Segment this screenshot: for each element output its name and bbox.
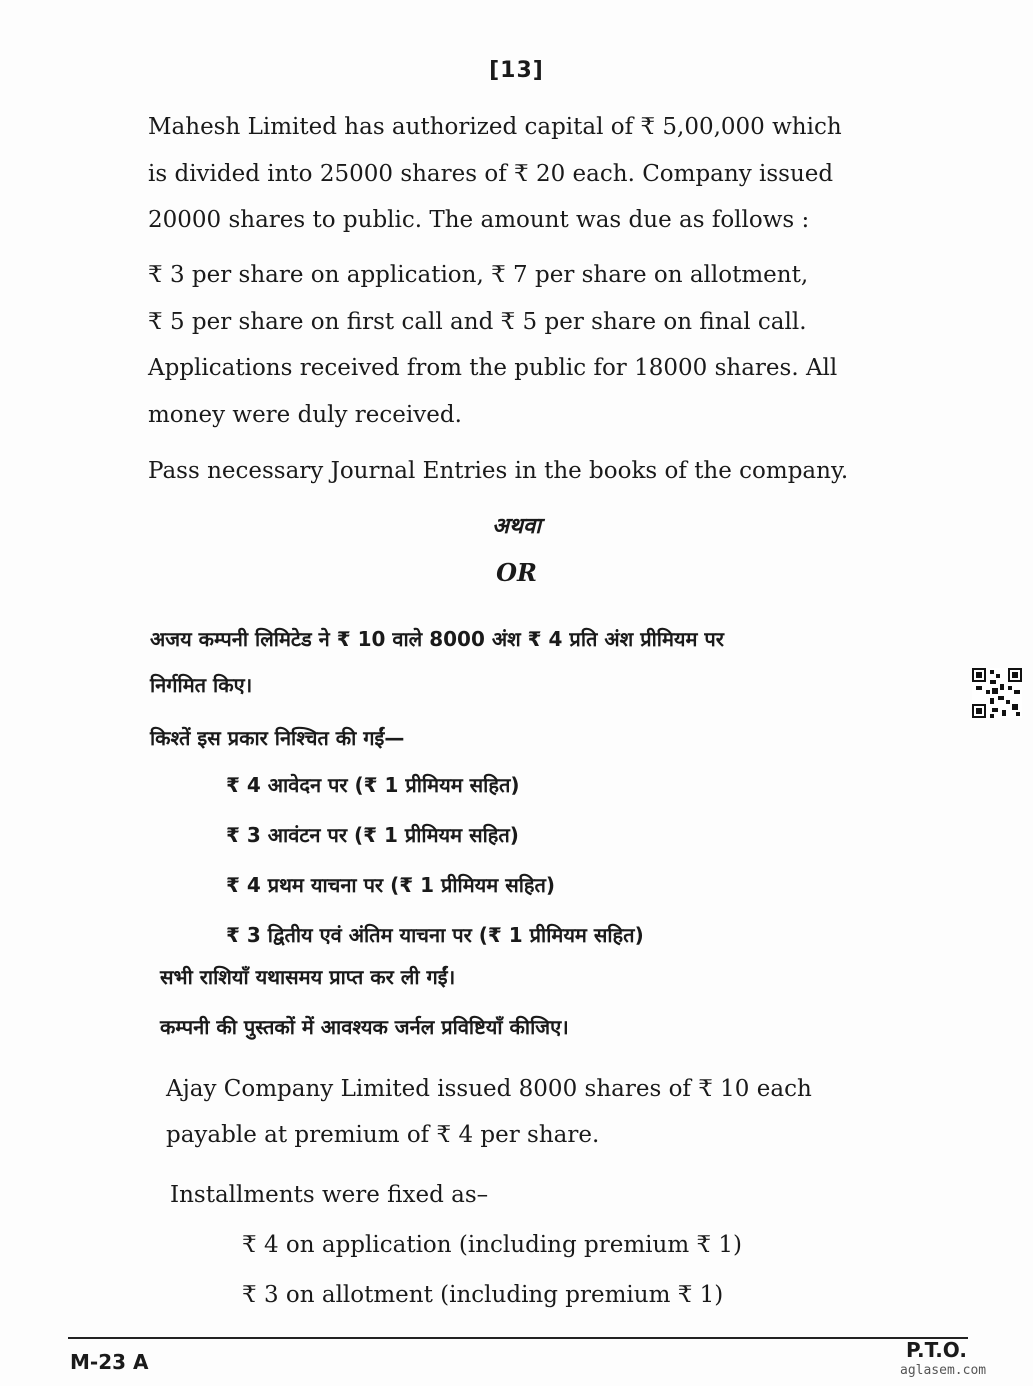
question1-rates: [148, 252, 868, 438]
paper-code: M-23 A: [70, 1350, 149, 1374]
hindi-installments-heading: किश्तें इस प्रकार निश्चित की गईं—: [150, 726, 405, 750]
pto-label: P.T.O.: [906, 1338, 967, 1362]
question1-rate-line: ₹ 5 per share on first call and ₹ 5 per share on final call.: [148, 308, 807, 335]
watermark: aglasem.com: [900, 1363, 987, 1378]
hindi-installment-item: ₹ 4 प्रथम याचना पर (₹ 1 प्रीमियम सहित): [226, 873, 556, 897]
question1-rate-line: money were duly received.: [148, 401, 462, 428]
qr-code-icon: [972, 668, 1022, 718]
hindi-closing: [160, 952, 880, 1052]
question1-line: 20000 shares to public. The amount was due as follows :: [148, 207, 810, 233]
english-intro-line: Ajay Company Limited issued 8000 shares of ₹ 10 each: [166, 1076, 812, 1102]
question1-rate-line: Applications received from the public for 18000 shares. All: [148, 355, 838, 381]
question2-hindi-intro: [150, 616, 870, 708]
hindi-intro-line: अजय कम्पनी लिमिटेड ने ₹ 10 वाले 8000 अंश ₹ 4 प्रति अंश प्रीमियम पर: [150, 627, 724, 651]
question1-instruction-line: Pass necessary Journal Entries in the books of the company.: [148, 458, 849, 484]
hindi-installment-item: ₹ 3 आवंटन पर (₹ 1 प्रीमियम सहित): [226, 823, 519, 847]
page-number: [13]: [489, 58, 544, 83]
hindi-closing-line: सभी राशियाँ यथासमय प्राप्त कर ली गईं।: [160, 965, 456, 989]
question1-line: is divided into 25000 shares of ₹ 20 each. Company issued: [148, 160, 834, 187]
hindi-installments-list: [226, 760, 644, 960]
english-installment-item: ₹ 3 on allotment (including premium ₹ 1): [242, 1282, 724, 1308]
question1-line: Mahesh Limited has authorized capital of ₹ 5,00,000 which: [148, 114, 842, 140]
question1-instruction: [148, 448, 908, 495]
hindi-installment-item: ₹ 4 आवेदन पर (₹ 1 प्रीमियम सहित): [226, 773, 520, 797]
separator-hindi: अथवा: [492, 514, 541, 539]
hindi-closing-line: कम्पनी की पुस्तकों में आवश्यक जर्नल प्रविष्टियाँ कीजिए।: [160, 1015, 569, 1039]
separator-english: OR: [496, 558, 537, 587]
english-installment-item: ₹ 4 on application (including premium ₹ 1): [242, 1232, 742, 1258]
question2-english-intro: [166, 1066, 866, 1158]
english-intro-line: payable at premium of ₹ 4 per share.: [166, 1122, 600, 1148]
english-installments-heading: Installments were fixed as–: [170, 1182, 489, 1208]
hindi-installment-item: ₹ 3 द्वितीय एवं अंतिम याचना पर (₹ 1 प्रीमियम सहित): [226, 923, 644, 947]
english-installments-list: [242, 1220, 742, 1320]
question1-text: [148, 104, 868, 244]
footer-divider: [68, 1337, 968, 1339]
question1-rate-line: ₹ 3 per share on application, ₹ 7 per share on allotment,: [148, 262, 809, 288]
hindi-intro-line: निर्गमित किए।: [150, 673, 253, 697]
